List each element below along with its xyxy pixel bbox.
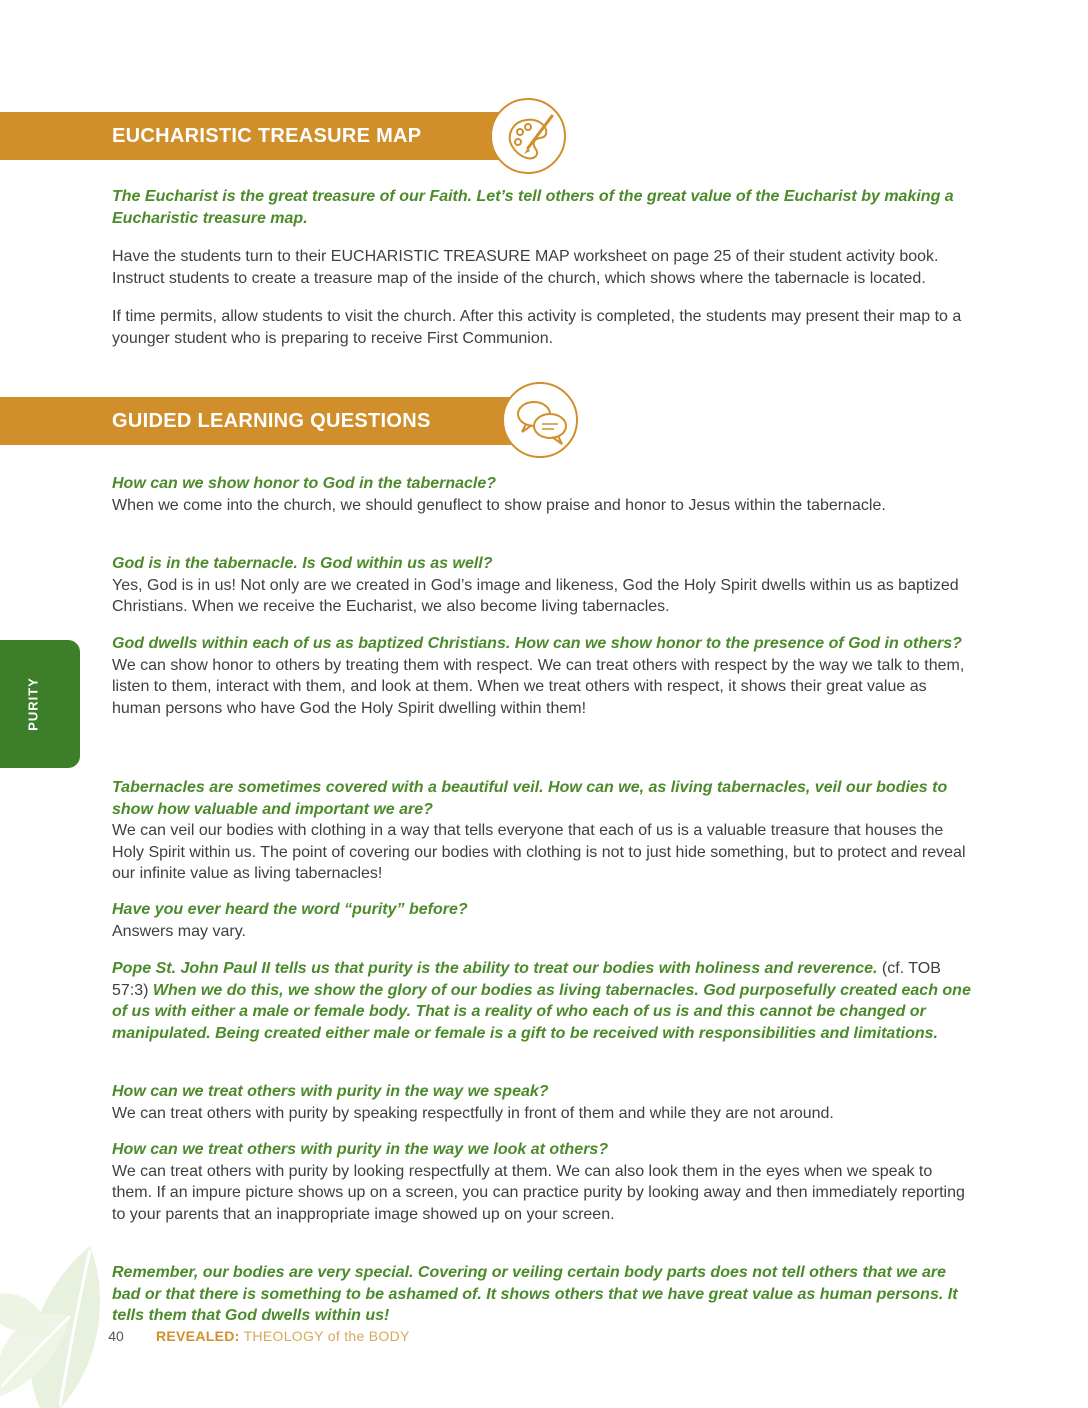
qa-item xyxy=(112,777,976,885)
treasure-map-intro: The Eucharist is the great treasure of our Faith. Let’s tell others of the great value of the Eucharist by making a Eucharistic treasure map. xyxy=(112,188,954,227)
treasure-map-paragraph: Have the students turn to their EUCHARISTIC TREASURE MAP worksheet on page 25 of their student activity book. Instruct students to create a treasure map of the inside of the church, which shows where the tabernacle is located. xyxy=(112,248,939,287)
section-title: EUCHARISTIC TREASURE MAP xyxy=(112,124,422,147)
question: Tabernacles are sometimes covered with a beautiful veil. How can we, as living tabernacles, veil our bodies to show how valuable and important we are? xyxy=(112,779,948,818)
section-header-guided-questions xyxy=(0,397,530,445)
palette-icon xyxy=(490,98,566,174)
answer: We can treat others with purity by speaking respectfully in front of them and while they are not around. xyxy=(112,1104,834,1122)
jp2-text: When we do this, we show the glory of our bodies as living tabernacles. God purposefully created each one of us with either a male or female body. That is a reality of who each of us is and this cannot be changed or manipulated. Being created either male or female is a gift to be received with responsibilities and limitations. xyxy=(112,981,971,1042)
section-title: GUIDED LEARNING QUESTIONS xyxy=(112,409,431,432)
treasure-map-section xyxy=(112,186,976,349)
answer: Answers may vary. xyxy=(112,922,246,940)
treasure-map-paragraph: If time permits, allow students to visit the church. After this activity is completed, the students may present their map to a younger student who is preparing to receive First Communion. xyxy=(112,308,962,347)
page-footer xyxy=(100,1324,410,1348)
closing-text: Remember, our bodies are very special. Covering or veiling certain body parts does not tell others that we are bad or that there is something to be ashamed of. It shows others that we have great value as human persons. It tells them that God dwells within us! xyxy=(112,1264,958,1324)
footer-subtitle: THEOLOGY of the BODY xyxy=(243,1328,410,1344)
leaves-icon xyxy=(0,1236,150,1408)
speech-bubbles-icon xyxy=(502,382,578,458)
qa-item xyxy=(112,899,976,942)
qa-item xyxy=(112,553,976,618)
answer: We can show honor to others by treating them with respect. We can treat others with respect by the way we talk to them, listen to them, interact with them, and look at them. When we treat others with respect, it shows their great value as human persons who have God the Holy Spirit dwelling within them! xyxy=(112,656,965,717)
qa-item xyxy=(112,473,976,516)
page-number: 40 xyxy=(100,1324,132,1348)
footer-brand: REVEALED: xyxy=(156,1328,240,1344)
jp2-text: Pope St. John Paul II tells us that purity is the ability to treat our bodies with holiness and reverence. xyxy=(112,960,878,977)
answer: We can treat others with purity by looking respectfully at them. We can also look them in the eyes when we speak to them. If an impure picture shows up on a screen, you can practice purity by looking away and then immediately reporting to your parents that an inappropriate image showed up on your screen. xyxy=(112,1162,965,1223)
question: God dwells within each of us as baptized Christians. How can we show honor to the presence of God in others? xyxy=(112,635,962,652)
question: Have you ever heard the word “purity” before? xyxy=(112,901,468,918)
qa-item xyxy=(112,1081,976,1124)
question: How can we treat others with purity in the way we look at others? xyxy=(112,1141,609,1158)
answer: When we come into the church, we should genuflect to show praise and honor to Jesus within the tabernacle. xyxy=(112,496,886,514)
qa-item xyxy=(112,633,976,719)
answer: Yes, God is in us! Not only are we created in God’s image and likeness, God the Holy Spirit dwells within us as baptized Christians. When we receive the Eucharist, we also become living tabernacles. xyxy=(112,576,959,615)
question: How can we show honor to God in the tabernacle? xyxy=(112,475,497,492)
qa-item xyxy=(112,1139,976,1225)
section-header-treasure-map xyxy=(0,112,520,160)
citation: (cf. TOB 57:3) xyxy=(112,960,941,999)
question: God is in the tabernacle. Is God within us as well? xyxy=(112,555,493,572)
question: How can we treat others with purity in the way we speak? xyxy=(112,1083,549,1100)
answer: We can veil our bodies with clothing in a way that tells everyone that each of us is a valuable treasure that houses the Holy Spirit within us. The point of covering our bodies with clothing is not to just hide something, but to protect and reveal our infinite value as living tabernacles! xyxy=(112,822,966,882)
side-tab-label: PURITY xyxy=(25,677,41,731)
jp2-paragraph xyxy=(112,958,976,1044)
closing-paragraph xyxy=(112,1262,976,1327)
